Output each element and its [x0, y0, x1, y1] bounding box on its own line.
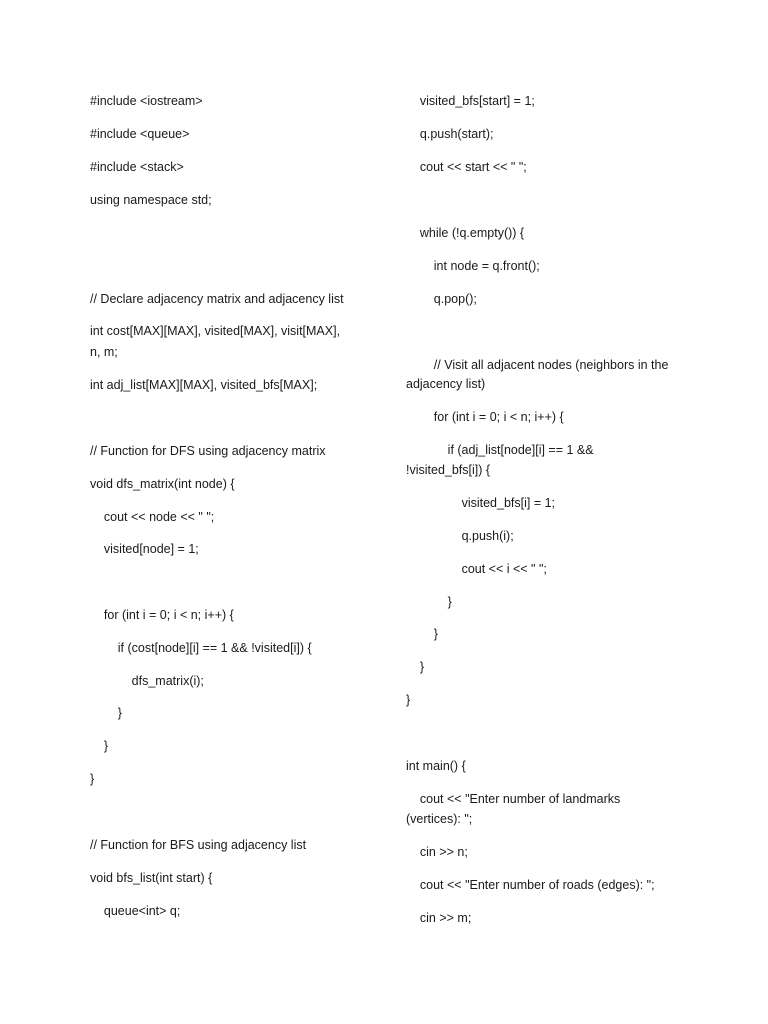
code-line: int cost[MAX][MAX], visited[MAX], visit[MAX],	[90, 324, 341, 338]
code-line: visited[node] = 1;	[90, 542, 199, 556]
code-comment: // Function for BFS using adjacency list	[90, 838, 307, 852]
code-line: #include <iostream>	[90, 94, 203, 108]
code-line: n, m;	[90, 345, 118, 359]
code-line: visited_bfs[i] = 1;	[406, 496, 556, 510]
code-line: #include <queue>	[90, 127, 190, 141]
code-line: visited_bfs[start] = 1;	[406, 94, 535, 108]
code-comment: adjacency list)	[406, 377, 486, 391]
code-line: cin >> n;	[406, 845, 468, 859]
code-line: }	[406, 627, 438, 641]
code-line: void bfs_list(int start) {	[90, 871, 213, 885]
code-line: while (!q.empty()) {	[406, 226, 525, 240]
code-line: cin >> m;	[406, 911, 472, 925]
code-line: for (int i = 0; i < n; i++) {	[406, 410, 564, 424]
code-line: q.push(i);	[406, 529, 514, 543]
code-line: int node = q.front();	[406, 259, 540, 273]
code-line: for (int i = 0; i < n; i++) {	[90, 608, 234, 622]
code-comment: // Function for DFS using adjacency matrix	[90, 444, 326, 458]
code-line: cout << start << " ";	[406, 160, 527, 174]
code-line: int main() {	[406, 759, 466, 773]
code-line: dfs_matrix(i);	[90, 674, 204, 688]
code-line: }	[406, 660, 425, 674]
code-line: }	[406, 595, 452, 609]
code-line: q.pop();	[406, 292, 477, 306]
code-line: }	[90, 706, 122, 720]
code-line: int adj_list[MAX][MAX], visited_bfs[MAX];	[90, 378, 318, 392]
code-line: #include <stack>	[90, 160, 184, 174]
code-comment: // Visit all adjacent nodes (neighbors in the	[406, 358, 669, 372]
code-line: }	[90, 739, 109, 753]
code-line: using namespace std;	[90, 193, 212, 207]
code-line: q.push(start);	[406, 127, 494, 141]
code-line: cout << "Enter number of landmarks	[406, 792, 621, 806]
code-line: void dfs_matrix(int node) {	[90, 477, 235, 491]
code-line: !visited_bfs[i]) {	[406, 463, 491, 477]
code-line: queue<int> q;	[90, 904, 181, 918]
code-line: (vertices): ";	[406, 812, 473, 826]
code-line: }	[406, 693, 411, 707]
code-line: cout << i << " ";	[406, 562, 547, 576]
code-line: if (cost[node][i] == 1 && !visited[i]) {	[90, 641, 312, 655]
code-line: cout << "Enter number of roads (edges): ";	[406, 878, 655, 892]
code-comment: // Declare adjacency matrix and adjacency list	[90, 292, 344, 306]
code-line: if (adj_list[node][i] == 1 &&	[406, 443, 594, 457]
code-line: cout << node << " ";	[90, 510, 215, 524]
code-line: }	[90, 772, 95, 786]
